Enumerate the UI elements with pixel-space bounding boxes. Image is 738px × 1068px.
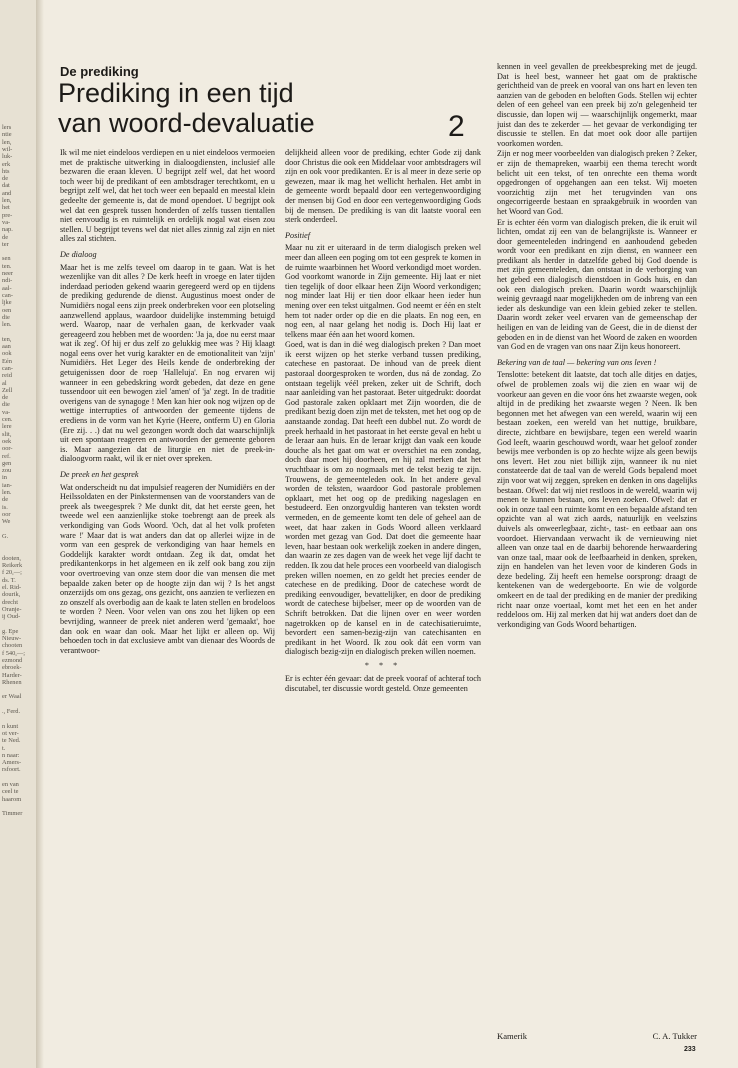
fragment-word: reid <box>2 372 12 380</box>
fragment-word: and <box>2 189 12 197</box>
fragment-word: g. Epe <box>2 627 19 635</box>
fragment-word: G. <box>2 532 9 540</box>
fragment-word: aan <box>2 343 11 350</box>
fragment-word: die <box>2 313 10 321</box>
fragment-word: Eén <box>2 357 12 365</box>
paragraph: Wat onderscheidt nu dat impulsief reageren der Numidiërs en der Heilssoldaten en der Pinkstermensen van de voorstanders van de preek als tweegesprek ? Me dunkt dit, dat het eerste geen, het tweede wel een aanzienlijke stoke toebrengt aan de preek als verkondiging van Gods Woord. 'Och, dat al het volk profeten ware !' Maar dat is wat anders dan dat op allerlei wijze in de vorm van een gesprek de verkondiging van haar hemels en Goddelijk karakter wordt ontdaan. Zeg ik dat, omdat het predikantenkorps in het algemeen en ik zelf ook bang zou zijn voor overtroeving van onze stem door die van mensen die met bepaalde zaken beter op de hoogte zijn dan wij ? Is het angst onzerzijds om ons gezag, ons gezicht, ons aanzien te verliezen en zo onszelf als overbodig aan de kaak te laten stellen en brodeloos te worden ? Neen. Voor velen van ons zou het lijken op een bevrijding, wanneer de preek niet anderen werd 'gemaakt', hoe dan ook en waar dan ook. Maar het lijkt er alleen op. Wij behoeden toch in dat exclusieve ambt van dienaar des Woords de verantwoor- <box>60 482 275 655</box>
text-column-2 <box>285 148 481 1048</box>
fragment-word: ref. <box>2 452 11 460</box>
fragment-word: ten. <box>2 262 12 270</box>
fragment-word: oek <box>2 437 12 445</box>
part-number: 2 <box>448 110 465 143</box>
fragment-word: dooten, <box>2 554 21 562</box>
fragment-word: Reikerk <box>2 562 23 569</box>
fragment-word: n kunt <box>2 722 19 730</box>
fragment-word: Oranje- <box>2 605 22 613</box>
fragment-word: lers <box>2 124 12 131</box>
article-title <box>58 78 498 138</box>
fragment-word: ds. T. <box>2 576 16 584</box>
fragment-word: len, <box>2 138 12 146</box>
fragment-word: va- <box>2 408 11 416</box>
fragment-word: can- <box>2 291 13 299</box>
fragment-word: ntie <box>2 131 12 139</box>
fragment-word: len. <box>2 489 12 496</box>
fragment-word: Rhenen <box>2 678 22 686</box>
paragraph: Tenslotte: betekent dit laatste, dat toch alle ditjes en datjes, ofwel de problemen zoals wij die zien en waar wij de voorkeur aan geven en die voor óns het zwaarste wegen, ook altijd in de prediking het zwaarste wegen ? Neen. Ik ben begonnen met het afwegen van een wereld, waarin wij een bestaan zoeken, een wereld van het nuttige, bruikbare, directe, zichtbare en bewijsbare, tegen een wereld waarin God leeft, waarin geschouwd wordt, waar het geloof zonder bewijs mee verbonden is op zo hechte wijze als geen bewijs ons levert. Het zou niet billijk zijn, wanneer ik nu niet constateerde dat de taal van de wereld Gods bepalend moet zijn voor wat wij zeggen, spreken en denken in ons dagelijks bestaan. Ofwel: dat wij niet restloos in de wereld, waarin wij menen te kunnen bestaan, ons leven zoeken. Ofwel: dat er ook in onze taal een ruimte komt en een bepaalde afstand ten opzichte van al wat zich aards, natuurlijk en veelszins duivels als onweerlegbaar, zicht-, tast- en eetbaar aan ons voordoet. Hiervandaan verwacht ik de vernieuwing niet alleen van onze taal en de daarbij behorende herwaardering van onze taal, maar ook de leefbaarheid in denken, spreken, zijn en handelen van het leven voor de kinderen Gods in deze bedeling. Zij heeft een hemelse oorsprong: draagt de kentekenen van de wedergeboorte. En wie de volgorde omkeert en de taal der prediking en de manier der prediking richt naar onze voertaal, komt met het een en het ander reddeloos om. Hij zal merken dat hij wat anders doet dan de verkondiging van Gods Woord behartigen. <box>497 370 697 629</box>
fragment-word: de <box>2 496 9 504</box>
fragment-word: oor- <box>2 445 13 453</box>
fragment-word: die <box>2 401 10 409</box>
fragment-word: We <box>2 518 11 526</box>
fragment-word: nap. <box>2 226 13 234</box>
text-column-1 <box>60 148 275 1048</box>
subheading: De dialoog <box>60 249 97 259</box>
fragment-word: Timmer <box>2 810 23 818</box>
fragment-word: hts <box>2 167 10 175</box>
paragraph: Goed, wat is dan in dié weg dialogisch preken ? Dan moet ik eerst wijzen op het sterke verband tussen prediking, catechese en pastoraat. De inhoud van de preek dient pastoraal doorgesproken te worden, dus ná de zondag. Zo ontstaan tegelijk véél preken, zeker uit de Schrift, doch naar aanleiding van het pastoraat. Beter uitgedrukt: doordat God pastorale zaken opklaart met Zijn woorden, die de predikant bezig doen zijn met de teksten, met het oog op de aanstaande zondag. Dat heeft een dubbel nut. Zo wordt de preek herhaald in het pastoraat in het eerste geval en hebt u de leraar aan huis. En de leraar krijgt dan vaak een koude douche als het gaat om wat er overschiet na een zondag, doch daar moet hij doorheen, en hij zal merken dat het vruchtbaar is om zo nogmaals met de tekst bezig te zijn. Trouwens, de gemeenteleden ook. In het andere geval worden de teksten, waardoor God pastorale problemen opklaart, met het oog op de prediking nageslagen en bestudeerd. Een onzorgvuldig hanteren van teksten wordt vermeden, en de gemeente komt ten dele of geheel aan de weet, dat haar zaken in Gods Woord alleen verklaard worden met gezag van God. Dat doet die gemeente haar leven, haar bestaan ook werkelijk zoeken in andere dingen, dan waarin ze zes dagen van de week het vege lijf dacht te redden. Ik zou dat hele proces een voorbeeld van dialogisch preken willen noemen, en zo geldt het precies eender de catechese en de prediking. Door de catechese wordt de prediking eenvoudiger, bevattelijker, en door de prediking wordt de catechese bijbelser, meer op de woorden van de Schrift betrokken. Dat die lijnen over en weer worden nagetrokken op de kansel en in de catechisatieruimte, bevordert een samen-bezig-zijn van catechisanten en predikant in het Woord. Ik zou ook dát een vorm van dialogisch bezig-zijn en dialogisch preken willen noemen. <box>285 340 481 657</box>
fragment-word: len, <box>2 197 12 204</box>
fragment-word: ezmond <box>2 656 23 664</box>
paragraph: kennen in veel gevallen de preekbespreking met de jeugd. Dat is heel best, wanneer het gaat om de praktische gerichtheid van de preek en vooral van ons hart en leven ten aanzien van de geboden en beloften Gods. Stellen wij echter delen of een geheel van een preek bij zo'n gelegenheid ter discussie, dan lopen wij — waarschijnlijk ongemerkt, maar juist dan des te zekerder — het gevaar de verkondiging ter discussie te stellen. En dat moet ook door alle partijen voorkomen worden. <box>497 62 697 148</box>
fragment-word: en van <box>2 781 19 788</box>
fragment-word: n naar: <box>2 751 20 759</box>
fragment-word: drecht <box>2 598 18 606</box>
fragment-word: er Waal <box>2 693 22 701</box>
fragment-word: neer <box>2 270 13 277</box>
fragment-word: ter <box>2 240 9 248</box>
fragment-word: aal- <box>2 284 12 292</box>
fragment-word: ljke <box>2 299 12 307</box>
fragment-word: Zell <box>2 386 13 394</box>
fragment-word: ceel te <box>2 788 19 796</box>
fragment-word: wil- <box>2 145 13 153</box>
fragment-word: ook <box>2 350 12 358</box>
fragment-word: ian- <box>2 481 12 489</box>
fragment-word: len. <box>2 321 12 329</box>
fragment-word: oor <box>2 510 11 518</box>
fragment-word: de <box>2 394 9 402</box>
paragraph: Maar nu zit er uiteraard in de term dialogisch preken wel meer dan alleen een poging om tot een gesprek te komen in de ruimte waarbinnen het Woord verkondigd moet worden. God voorkomt wanorde in Zijn gemeente. Hij laat er niet tien tegelijk of door elkaar heen Zijn Woord verkondigen; nog minder laat Hij er tien door elkaar heen ieder hun mening over een tekst uitgalmen. God neemt er één en stelt hem tot nader order op die en die plaats. En nog een, en nog een, al naar gelang het nodig is. Doch Hij laat er telkens maar één aan het woord komen. <box>285 243 481 339</box>
fragment-word: t. <box>2 744 6 752</box>
paragraph: delijkheid alleen voor de prediking, echter Gode zij dank door Christus die ook een Middelaar voor ambtsdragers wil zijn en ook voor predikanten. Er is al meer in deze serie op gewezen, maar ik mag het wellicht herhalen. Het ambt in de gemeente wordt bepaald door een vertegenwoordiging der mensen bij God en door een vertegenwoordiging Gods bij de mensen. De prediking is van dit laatste vooral een sterk onderdeel. <box>285 148 481 225</box>
fragment-word: f 20,—; <box>2 569 22 577</box>
paragraph: Er is echter één gevaar: dat de preek vooraf of achteraf toch discutabel, ter discussie wordt gesteld. Onze gemeenten <box>285 674 481 694</box>
paragraph: Er is echter één vorm van dialogisch preken, die ik eruit wil lichten, omdat zij een van de belangrijkste is. Wanneer er door gemeenteleden indringend en aanhoudend gebeden wordt voor een predikant en zijn dienst, en wanneer een predikant als herder in datzelfde gebed bij God doende is met zijn gemeenteleden, dan ontstaat in de verborging van het gebed een dialogisch dienstdoen in Gods huis, en dan ook een dialogisch preken. Daarin wordt waarschijnlijk weinig gevraagd naar mogelijkheden om de inbreng van een ieder als deskundige van een klein gebied zeker te stellen. Daarin wordt zeker veel ervaren van de gemeenschap der heiligen en van de leiding van de Geest, die in de dienst der geboden en in de dienst van het Woord de zaken en woorden van God en de vragen van ons naar Zijn keus honoreert. <box>497 217 697 352</box>
title-line-2: van woord-devaluatie <box>58 108 315 138</box>
fragment-word: Harder- <box>2 671 22 679</box>
fragment-word: de <box>2 233 9 241</box>
fragment-word: oen <box>2 306 12 314</box>
fragment-word: zou <box>2 467 12 475</box>
subheading: Positief <box>285 230 311 240</box>
adjacent-page-fragment <box>0 0 37 1068</box>
section-divider: * * * <box>364 660 402 670</box>
fragment-word: erk <box>2 160 11 168</box>
fragment-word: ij Oud- <box>2 613 21 621</box>
paragraph: Zijn er nog meer voorbeelden van dialogisch preken ? Zeker, er zijn de themapreken, waarbij een thema terecht wordt belicht uit een tekst, of ten onrechte een thema wordt opgedrongen of opgehangen aan een tekst. Wij moeten voorzichtig zijn met het terugvinden van ons ongecorrigeerde bestaan en spraakgebruik in woorden van het Woord van God. <box>497 149 697 216</box>
fragment-word: ndi- <box>2 277 13 285</box>
fragment-word: slit, <box>2 430 12 438</box>
fragment-word: f 540,—; <box>2 649 26 657</box>
fragment-word: can- <box>2 364 13 372</box>
fragment-word: al <box>2 379 7 387</box>
fragment-word: luk- <box>2 153 13 161</box>
fragment-word: ebroek- <box>2 664 22 672</box>
fragment-word: Amers- <box>2 759 22 767</box>
fragment-word: de <box>2 175 9 183</box>
fragment-word: ot ver- <box>2 729 19 737</box>
fragment-word: ., Ferd. <box>2 708 21 715</box>
fragment-word: lere <box>2 423 12 431</box>
fragment-word: het <box>2 204 10 212</box>
fragment-word: gen <box>2 459 12 467</box>
signature-place: Kamerik <box>497 1031 528 1041</box>
fragment-word: el. Rid- <box>2 583 22 591</box>
fragment-word: in <box>2 474 7 482</box>
section-label: De prediking <box>60 64 139 79</box>
fragment-word: ten, <box>2 335 12 343</box>
fragment-word: rsfoort. <box>2 766 21 774</box>
signature <box>497 1031 697 1041</box>
fragment-word: dat <box>2 182 10 190</box>
fragment-word: haarom <box>2 795 22 803</box>
page-number: 233 <box>684 1046 696 1053</box>
subheading: Bekering van de taal — bekering van ons leven ! <box>497 357 657 367</box>
subheading: De preek en het gesprek <box>60 470 139 479</box>
page-gutter <box>36 0 44 1068</box>
paragraph: Ik wil me niet eindeloos verdiepen en u niet eindeloos vermoeien met de praktische uitwerking in dialoogdiensten, inclusief alle bezwaren die eraan kleven. U begrijpt zelf wel, dat het woord toch weer bij de predikant of een ambtsdrager terechtkomt, en u begrijpt zelf wel, dat het toch weer een bepaald en meestal klein gedeelte der gemeente is, dat de mond opendoet. U begrijpt ook wel dat een gesprek tussen honderden of zelfs tussen tientallen niet eenvoudig is en ruimtelijk en ordelijk nogal wat eisen zou stellen. U begrijpt tevens wel dat niet alles zinnig zal zijn en niet alles zal stichten. <box>60 148 275 244</box>
fragment-word: va- <box>2 218 11 226</box>
fragment-word: pre- <box>2 211 13 219</box>
title-line-1: Prediking in een tijd <box>58 78 294 108</box>
fragment-word: is. <box>2 503 8 511</box>
fragment-word: Nieuw- <box>2 635 22 642</box>
fragment-word: chooten <box>2 642 23 650</box>
text-column-3 <box>497 62 697 1048</box>
fragment-word: sen <box>2 255 11 263</box>
fragment-word: dourik, <box>2 591 21 599</box>
signature-author: C. A. Tukker <box>652 1031 697 1041</box>
fragment-word: te Ned. <box>2 737 21 745</box>
fragment-word: cen. <box>2 416 13 423</box>
paragraph: Maar het is me zelfs teveel om daarop in te gaan. Wat is het wezenlijke van dit alles ? De kerk heeft in vroege en later tijden inderdaad perioden gekend waarin geregeerd werd op en tijdens de prediking gedurende de dienst. Augustinus moest onder de Numidiërs nogal eens zijn preek onderbreken voor een plotseling aanzwellend applaus, waardoor duidelijke instemming betuigd werd. Waarop, naar de verhalen gaan, de kerkvader vaak gereageerd zou hebben met de woorden: 'Ja ja, doe nu eerst maar wat ik zeg'. Of hij er dus zelf zo gelukkig mee was ? Hij klaagt nogal eens over het vurig karakter en de emotionaliteit van 'zijn' Numidiërs. Het Leger des Heils kende de onderbreking der getuigenissen door de roep 'Halleluja'. En nog ervaren wij wanneer in een gebedskring wordt gebeden, dat deze en gene tussendoor uit een bewogen ziel 'amen' of 'ja' zegt. In de traditie overigens van de synagoge ! Men kan hier ook nog wijzen op de wettige interrupties of antwoorden der gemeente tijdens de erediens in de vorm van het Kyrie (Heere, ontferm U) en Gloria (Ere zij. . .) dat nu wel gezongen wordt doch dat waarschijnlijk uit een spontaan reageren en antwoorden der gemeente geboren is. Maar aangezien dat de liturgie en niet de preek-in-dialoogvorm raakt, wil ik er niet over spreken. <box>60 262 275 464</box>
